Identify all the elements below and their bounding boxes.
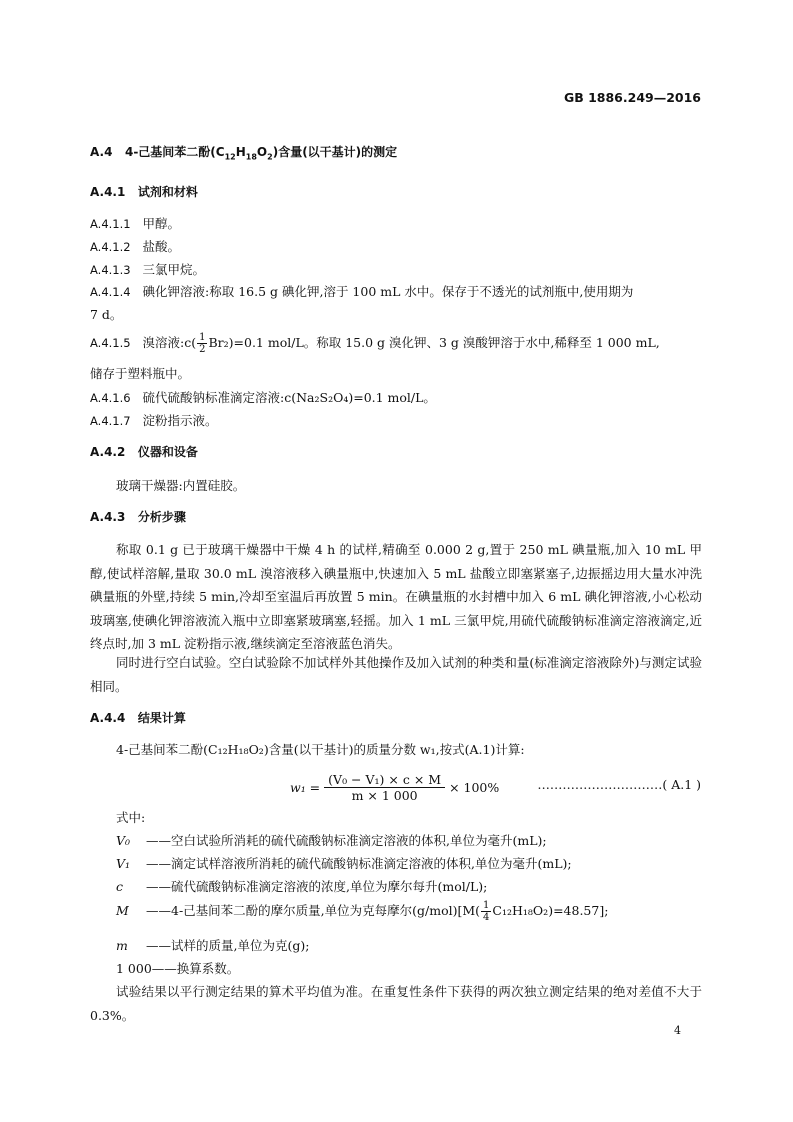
variable-symbol: m [116, 938, 128, 953]
formula-numerator: (V₀ − V₁) × c × M [324, 772, 445, 788]
fraction: $\frac{1}{4}$ [483, 900, 490, 923]
subsection-title: 分析步骤 [137, 510, 186, 524]
variable-symbol: V₁ [116, 856, 131, 871]
list-item-continuation: 储存于塑料瓶中。 [90, 366, 191, 381]
variable-row [116, 900, 608, 923]
subsection-heading [90, 183, 198, 200]
item-number: A.4.1.7 [90, 414, 131, 428]
item-number: A.4.1.3 [90, 263, 131, 277]
section-number: A.4 [90, 145, 113, 159]
variable-row [116, 831, 547, 849]
list-item-continuation: 7 d。 [90, 307, 123, 322]
list-item [90, 411, 218, 429]
list-item [90, 260, 205, 278]
formula-fraction [324, 772, 445, 803]
variable-desc: ——空白试验所消耗的硫代硫酸钠标准滴定溶液的体积,单位为毫升(mL); [146, 833, 547, 848]
subsection-heading [90, 508, 186, 525]
item-text: 三氯甲烷。 [142, 262, 206, 277]
list-item [90, 237, 180, 255]
paragraph: 同时进行空白试验。空白试验除不加试样外其他操作及加入试剂的种类和量(标准滴定溶液除外)与测定试验相同。 [90, 655, 702, 694]
formula [290, 772, 499, 802]
subsection-title: 试剂和材料 [137, 185, 198, 199]
paragraph: 玻璃干燥器:内置硅胶。 [116, 478, 246, 493]
fraction: $\frac{1}{2}$ [199, 332, 206, 355]
variable-desc: ——试样的质量,单位为克(g); [146, 938, 310, 953]
subsection-number: A.4.4 [90, 711, 126, 725]
item-text: 碘化钾溶液:称取 16.5 g 碘化钾,溶于 100 mL 水中。保存于不透光的试剂瓶中,使用期为 [142, 284, 634, 299]
item-text: 盐酸。 [142, 239, 181, 254]
variable-row [116, 936, 309, 954]
variable-row [116, 959, 239, 977]
formula-tail: × 100% [449, 779, 500, 795]
section-title-pre: 4-己基间苯二酚(C [124, 145, 225, 159]
paragraph: 试验结果以平行测定结果的算术平均值为准。在重复性条件下获得的两次独立测定结果的绝对差值不大于 0.3%。 [90, 984, 702, 1023]
item-number: A.4.1.4 [90, 285, 131, 299]
list-item [90, 388, 436, 406]
list-item [90, 282, 633, 300]
subsection-number: A.4.1 [90, 185, 126, 199]
item-number: A.4.1.6 [90, 391, 131, 405]
subsection-title: 仪器和设备 [137, 445, 198, 459]
variable-symbol: M [116, 903, 129, 918]
formula-lhs: w₁ = [290, 779, 321, 795]
paragraph: 4-己基间苯二酚(C₁₂H₁₈O₂)含量(以干基计)的质量分数 w₁,按式(A.1)计算: [116, 742, 525, 757]
variable-desc: ——4-己基间苯二酚的摩尔质量,单位为克每摩尔(g/mol)[M( [146, 903, 481, 918]
variable-row [116, 854, 572, 872]
item-text: 甲醇。 [142, 216, 181, 231]
item-number: A.4.1.1 [90, 217, 131, 231]
variable-row [116, 877, 487, 895]
subsection-number: A.4.2 [90, 445, 126, 459]
item-text: 淀粉指示液。 [142, 413, 218, 428]
list-item [90, 332, 660, 355]
subsection-heading [90, 443, 198, 460]
variable-desc: ——换算系数。 [151, 961, 240, 976]
subsection-title: 结果计算 [137, 711, 186, 725]
item-text: 硫代硫酸钠标准滴定溶液:c(Na₂S₂O₄)=0.1 mol/L。 [142, 390, 436, 405]
section-title-post: )含量(以干基计)的测定 [272, 145, 398, 159]
variable-symbol: 1 000 [116, 961, 152, 976]
paragraph: 称取 0.1 g 已于玻璃干燥器中干燥 4 h 的试样,精确至 0.000 2 g,置于 250 mL 碘量瓶,加入 10 mL 甲醇,使试样溶解,量取 30.0 mL 溴溶液移入碘量瓶中,快速加入 5 mL 盐酸立即塞紧塞子,边振摇边用大量水冲洗碘量瓶的外壁,持续 5 min,冷却至室温后再放置 5 min。在碘量瓶的水封槽中加入 6 mL 碘化钾溶液,小心松动玻璃塞,使碘化钾溶液流入瓶中立即塞紧玻璃塞,轻摇。加入 1 mL 三氯甲烷,用硫代硫酸钠标准滴定溶液滴定,近终点时,加 3 mL 淀粉指示液,继续滴定至溶液蓝色消失。 [90, 542, 702, 651]
item-number: A.4.1.5 [90, 336, 131, 350]
variable-desc-rest: C₁₂H₁₈O₂)=48.57]; [492, 903, 609, 918]
variable-desc: ——硫代硫酸钠标准滴定溶液的浓度,单位为摩尔每升(mol/L); [146, 879, 488, 894]
variable-symbol: c [116, 879, 124, 894]
list-item [90, 214, 180, 232]
section-heading: A.4 4-己基间苯二酚$(C_{12}H_{18}O_2)$含量(以干基计)的测定 [90, 145, 398, 162]
variable-desc: ——滴定试样溶液所消耗的硫代硫酸钠标准滴定溶液的体积,单位为毫升(mL); [146, 856, 572, 871]
variable-symbol: V₀ [116, 833, 131, 848]
subsection-number: A.4.3 [90, 510, 126, 524]
standard-number: GB 1886.249—2016 [563, 90, 701, 105]
formula-denominator: m × 1 000 [351, 787, 418, 803]
subsection-heading [90, 709, 186, 726]
page-number: 4 [674, 1024, 681, 1037]
item-text-rest: Br₂)=0.1 mol/L。称取 15.0 g 溴化钾、3 g 溴酸钾溶于水中,稀释至 1 000 mL, [208, 335, 660, 350]
item-number: A.4.1.2 [90, 240, 131, 254]
where-label: 式中: [116, 810, 146, 825]
item-text: 溴溶液:c( [142, 335, 197, 350]
formula-tag: …………………………( A.1 ) [537, 777, 701, 792]
